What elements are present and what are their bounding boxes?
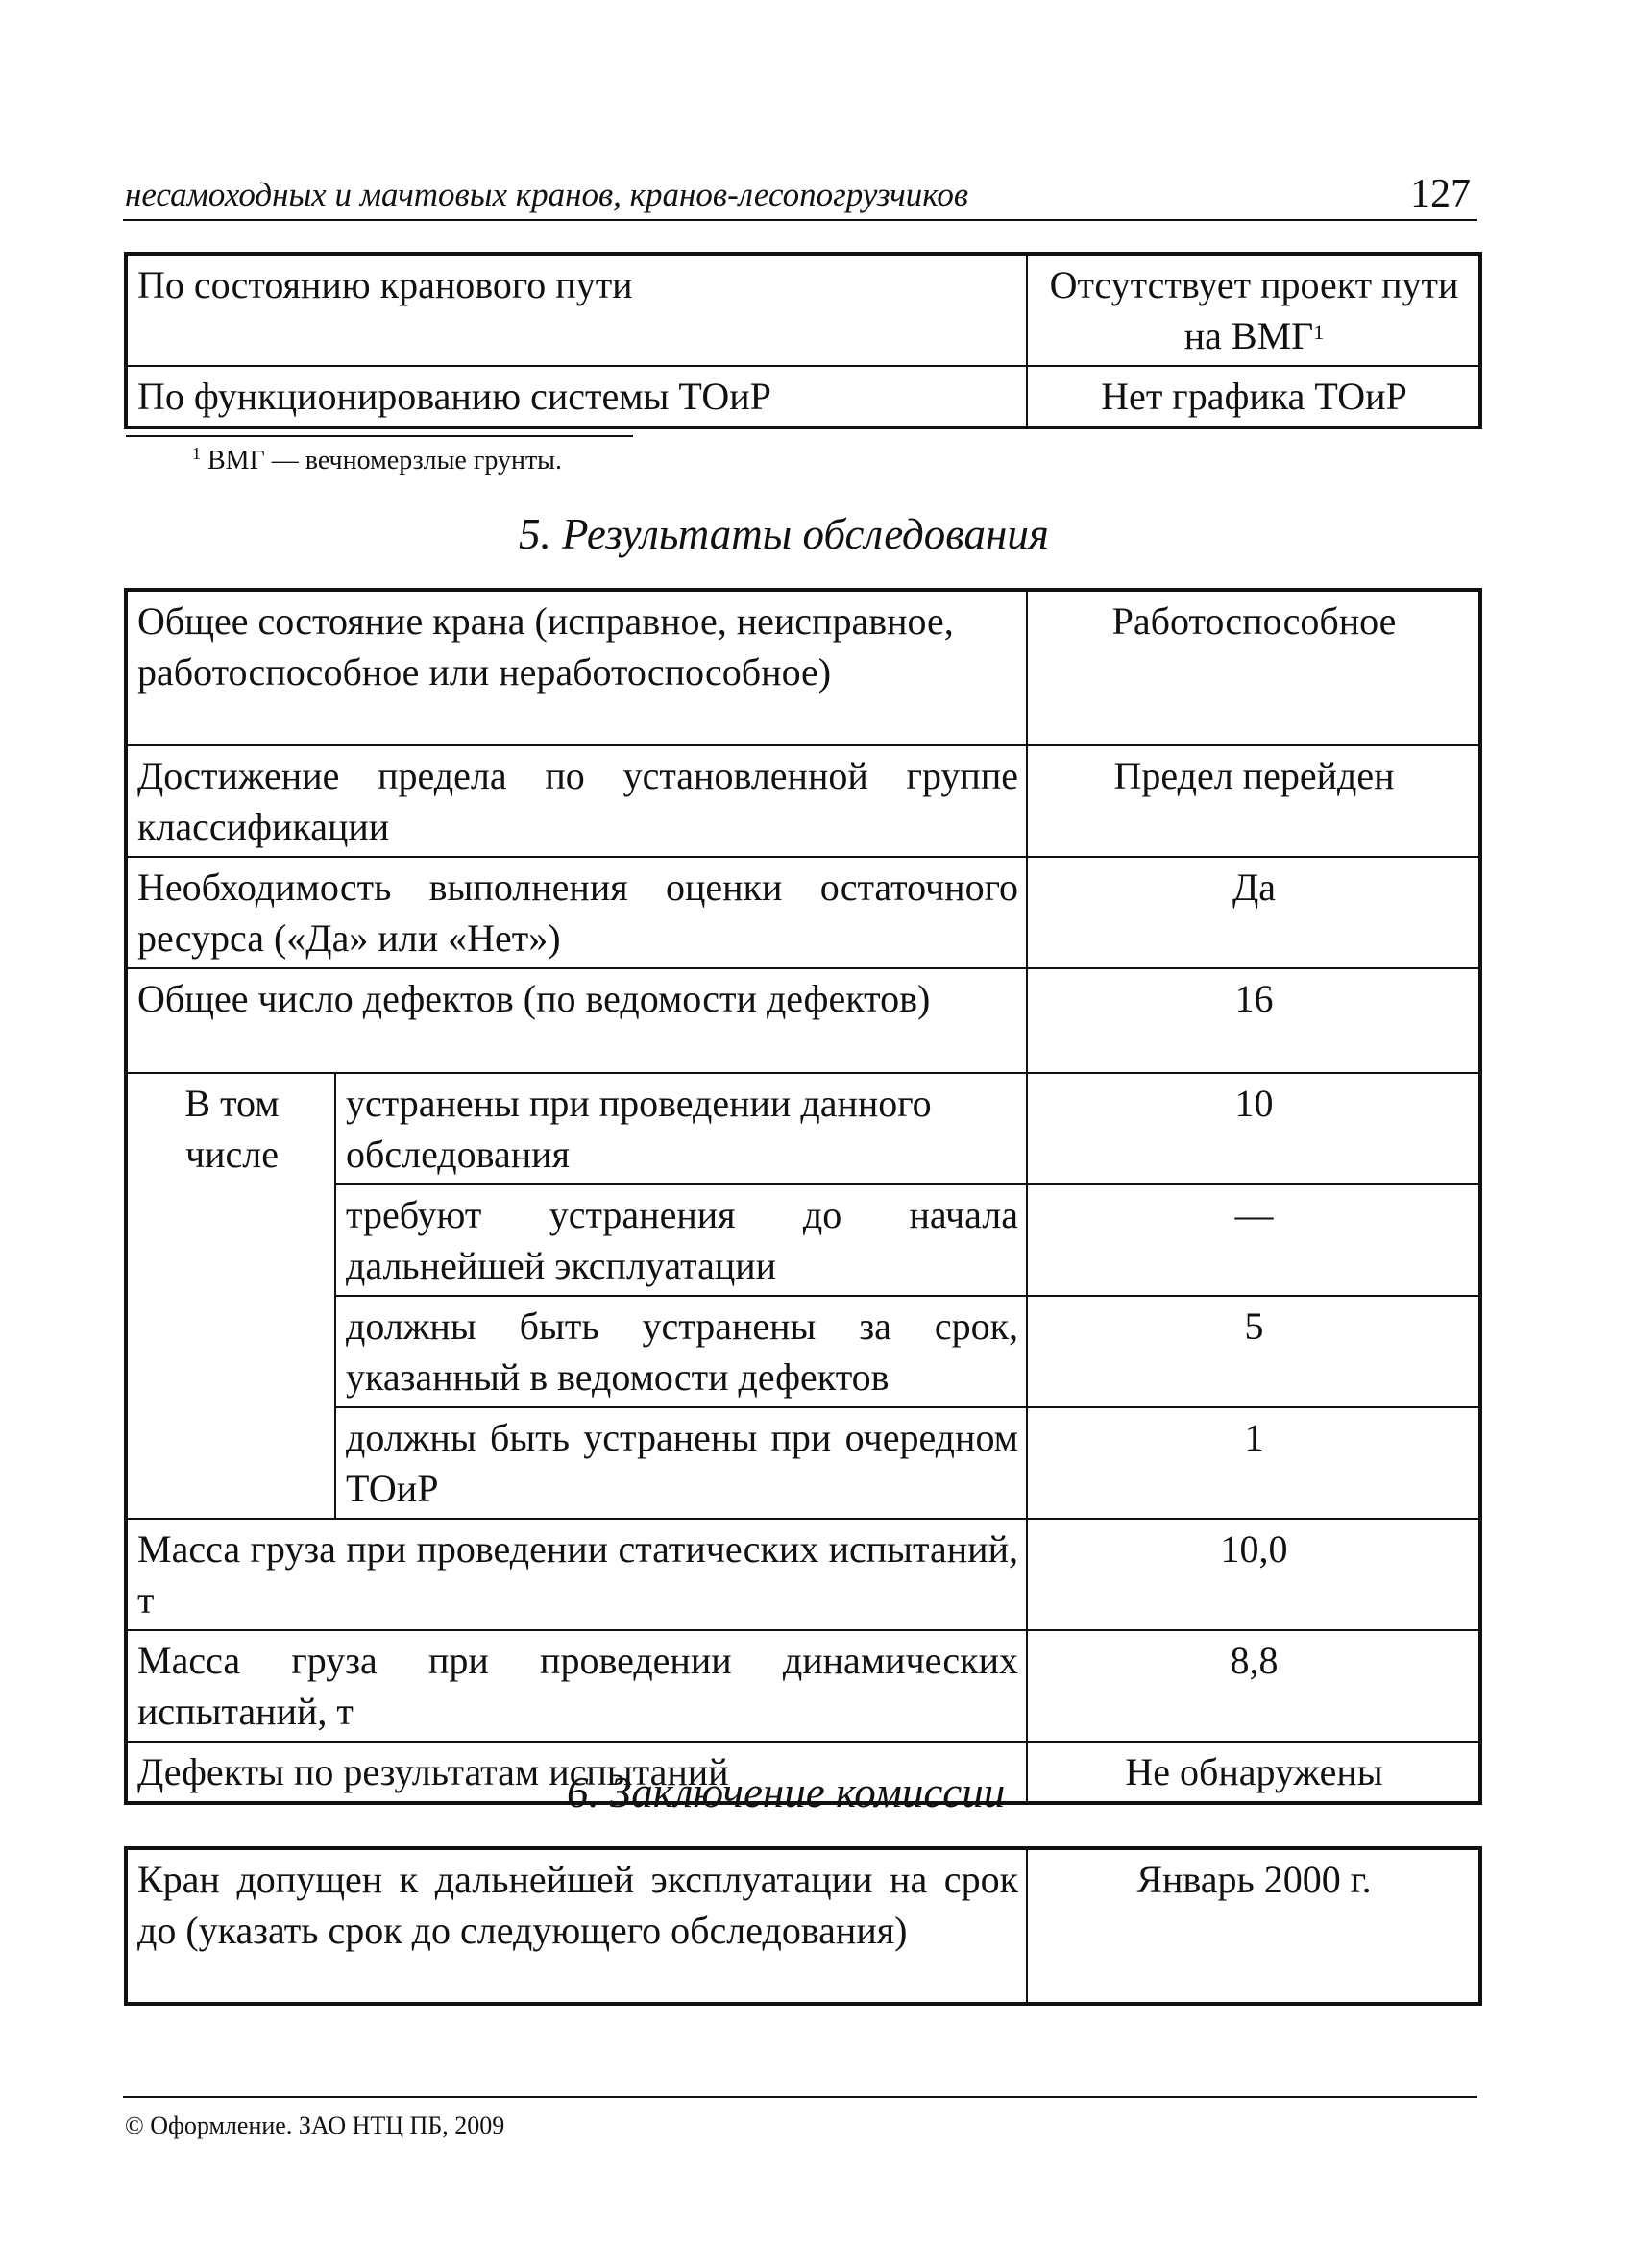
footnote-marker: 1 (1313, 320, 1325, 344)
section-6-heading: 6. Заключение комиссии (567, 1768, 1006, 1817)
footnote-text: ВМГ — вечномерзлые грунты. (207, 446, 562, 476)
header-rule (123, 219, 1477, 221)
row-value: Нет графика ТОиР (1027, 366, 1480, 427)
row-value: Январь 2000 г. (1027, 1848, 1480, 2004)
table-row (126, 1519, 1480, 1630)
copyright: © Оформление. ЗАО НТЦ ПБ, 2009 (125, 2111, 505, 2139)
row-value: Да (1027, 857, 1480, 968)
table-row (126, 857, 1480, 968)
table-row (126, 1848, 1480, 2004)
sub-row-label: требуют устранения до начала дальнейшей эксплуатации (335, 1184, 1027, 1296)
table-row (126, 968, 1480, 1073)
footnote-rule (126, 435, 633, 437)
row-label: Общее состояние крана (исправное, неисправное, работоспособное или неработоспособное) (126, 590, 1027, 745)
row-label: Дефекты по результатам испытаний (126, 1742, 1027, 1803)
row-value: Не обнаружены (1027, 1742, 1480, 1803)
row-label: По функционированию системы ТОиР (126, 366, 1027, 427)
sub-row-label: должны быть устранены при очередном ТОиР (335, 1407, 1027, 1519)
table-row (126, 1073, 1480, 1184)
section-5-heading: 5. Результаты обследования (519, 510, 1049, 558)
row-value: Предел перейден (1027, 745, 1480, 857)
sub-row-value: 5 (1027, 1296, 1480, 1407)
row-value (1027, 254, 1480, 366)
group-label (126, 1073, 335, 1519)
footnote-mark: 1 (192, 444, 201, 463)
row-label: Кран допущен к дальнейшей эксплуатации на срок до (указать срок до следующего обследования) (126, 1848, 1027, 2004)
sub-row-value: — (1027, 1184, 1480, 1296)
sub-row-value: 10 (1027, 1073, 1480, 1184)
sub-row-label: устранены при проведении данного обследования (335, 1073, 1027, 1184)
page-number: 127 (1410, 172, 1471, 216)
row-value: 8,8 (1027, 1630, 1480, 1742)
row-label: Масса груза при проведении статических испытаний, т (126, 1519, 1027, 1630)
row-value: 10,0 (1027, 1519, 1480, 1630)
row-label: Достижение предела по установленной группе классификации (126, 745, 1027, 857)
table-row (126, 1630, 1480, 1742)
footnote (192, 446, 562, 476)
running-title: несамоходных и мачтовых кранов, кранов-лесопогрузчиков (125, 176, 969, 213)
inspection-results-table (124, 588, 1482, 1805)
table-row (126, 366, 1480, 427)
footer-rule (123, 2096, 1477, 2098)
sub-row-label: должны быть устранены за срок, указанный в ведомости дефектов (335, 1296, 1027, 1407)
group-label-text: В том числе (184, 1082, 280, 1176)
crane-track-table (124, 252, 1482, 429)
sub-row-value: 1 (1027, 1407, 1480, 1519)
row-label: По состоянию кранового пути (126, 254, 1027, 366)
row-value: Работоспособное (1027, 590, 1480, 745)
row-label: Масса груза при проведении динамических испытаний, т (126, 1630, 1027, 1742)
row-value: 16 (1027, 968, 1480, 1073)
table-row (126, 590, 1480, 745)
table-row (126, 254, 1480, 366)
row-value-text: Отсутствует проект пути на ВМГ (1049, 263, 1459, 357)
row-label: Общее число дефектов (по ведомости дефектов) (126, 968, 1027, 1073)
row-label: Необходимость выполнения оценки остаточного ресурса («Да» или «Нет») (126, 857, 1027, 968)
commission-conclusion-table (124, 1846, 1482, 2006)
table-row (126, 745, 1480, 857)
